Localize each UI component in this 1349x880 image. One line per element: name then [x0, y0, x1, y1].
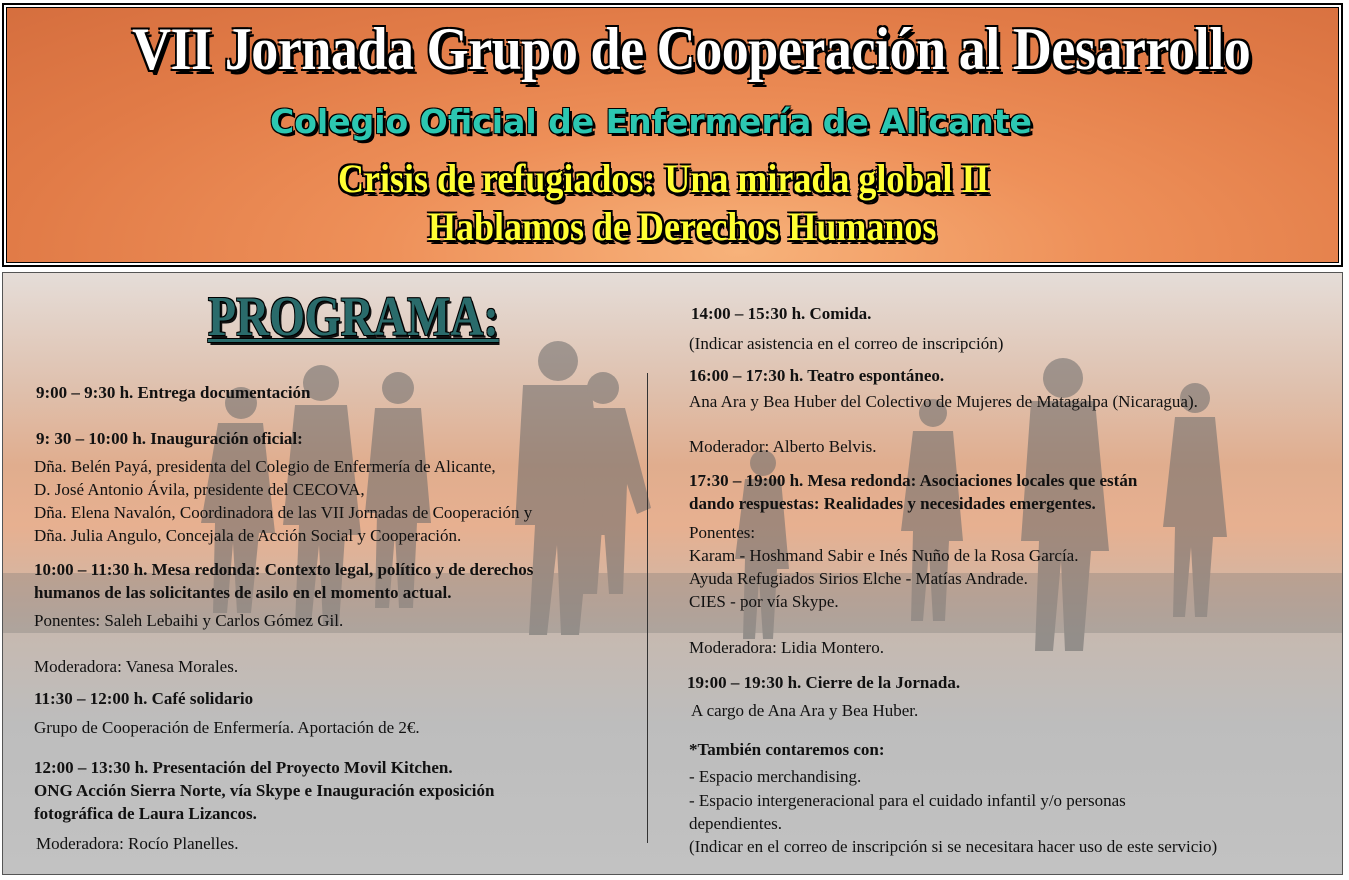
right-line-6: 17:30 – 19:00 h. Mesa redonda: Asociaciones locales que están — [689, 471, 1138, 490]
left-line-9: Ponentes: Saleh Lebaihi y Carlos Gómez Gil. — [34, 611, 344, 630]
right-line-8: Ponentes: — [689, 523, 756, 542]
left-line-10: Moderadora: Vanesa Morales. — [34, 657, 239, 676]
header-banner — [2, 3, 1343, 267]
right-line-1: 14:00 – 15:30 h. Comida. — [691, 304, 872, 323]
left-line-13: 12:00 – 13:30 h. Presentación del Proyecto Movil Kitchen. — [34, 758, 453, 777]
left-line-16: Moderadora: Rocío Planelles. — [36, 834, 239, 853]
program-panel — [2, 272, 1343, 875]
theme-line-2: Hablamos de Derechos Humanos — [428, 204, 937, 249]
left-line-3: Dña. Belén Payá, presidenta del Colegio de Enfermería de Alicante, — [34, 457, 496, 476]
column-divider — [647, 373, 648, 843]
right-line-14: A cargo de Ana Ara y Bea Huber. — [691, 701, 919, 720]
right-line-7: dando respuestas: Realidades y necesidades emergentes. — [689, 494, 1096, 513]
theme-line-1: Crisis de refugiados: Una mirada global II — [338, 156, 990, 201]
left-line-12: Grupo de Cooperación de Enfermería. Aportación de 2€. — [34, 718, 420, 737]
left-line-6: Dña. Julia Angulo, Concejala de Acción Social y Cooperación. — [34, 526, 462, 545]
right-line-12: Moderadora: Lidia Montero. — [689, 638, 884, 657]
organizer-subtitle: Colegio Oficial de Enfermería de Alicante — [270, 102, 1032, 141]
right-line-18: dependientes. — [689, 814, 782, 833]
left-line-2: 9: 30 – 10:00 h. Inauguración oficial: — [36, 429, 303, 448]
left-line-15: fotográfica de Laura Lizancos. — [34, 804, 257, 823]
right-line-10: Ayuda Refugiados Sirios Elche - Matías Andrade. — [689, 569, 1028, 588]
right-line-17: - Espacio intergeneracional para el cuidado infantil y/o personas — [689, 791, 1126, 810]
left-line-4: D. José Antonio Ávila, presidente del CECOVA, — [34, 480, 365, 499]
right-line-3: 16:00 – 17:30 h. Teatro espontáneo. — [689, 366, 945, 385]
left-line-8: humanos de las solicitantes de asilo en el momento actual. — [34, 583, 452, 602]
left-line-1: 9:00 – 9:30 h. Entrega documentación — [36, 383, 311, 402]
program-heading: PROGRAMA: — [208, 286, 499, 348]
left-line-14: ONG Acción Sierra Norte, vía Skype e Inauguración exposición — [34, 781, 495, 800]
right-line-19: (Indicar en el correo de inscripción si se necesitara hacer uso de este servicio) — [689, 837, 1218, 856]
right-line-5: Moderador: Alberto Belvis. — [689, 437, 877, 456]
left-line-5: Dña. Elena Navalón, Coordinadora de las VII Jornadas de Cooperación y — [34, 503, 533, 522]
right-line-16: - Espacio merchandising. — [689, 767, 862, 786]
right-line-15: *También contaremos con: — [689, 740, 885, 759]
left-line-7: 10:00 – 11:30 h. Mesa redonda: Contexto legal, político y de derechos — [34, 560, 534, 579]
right-line-2: (Indicar asistencia en el correo de inscripción) — [689, 334, 1004, 353]
right-line-13: 19:00 – 19:30 h. Cierre de la Jornada. — [687, 673, 961, 692]
right-line-11: CIES - por vía Skype. — [689, 592, 839, 611]
right-line-4: Ana Ara y Bea Huber del Colectivo de Mujeres de Matagalpa (Nicaragua). — [689, 392, 1198, 411]
right-line-9: Karam - Hoshmand Sabir e Inés Nuño de la Rosa García. — [689, 546, 1079, 565]
event-title: VII Jornada Grupo de Cooperación al Desarrollo — [132, 16, 1251, 82]
left-line-11: 11:30 – 12:00 h. Café solidario — [34, 689, 254, 708]
